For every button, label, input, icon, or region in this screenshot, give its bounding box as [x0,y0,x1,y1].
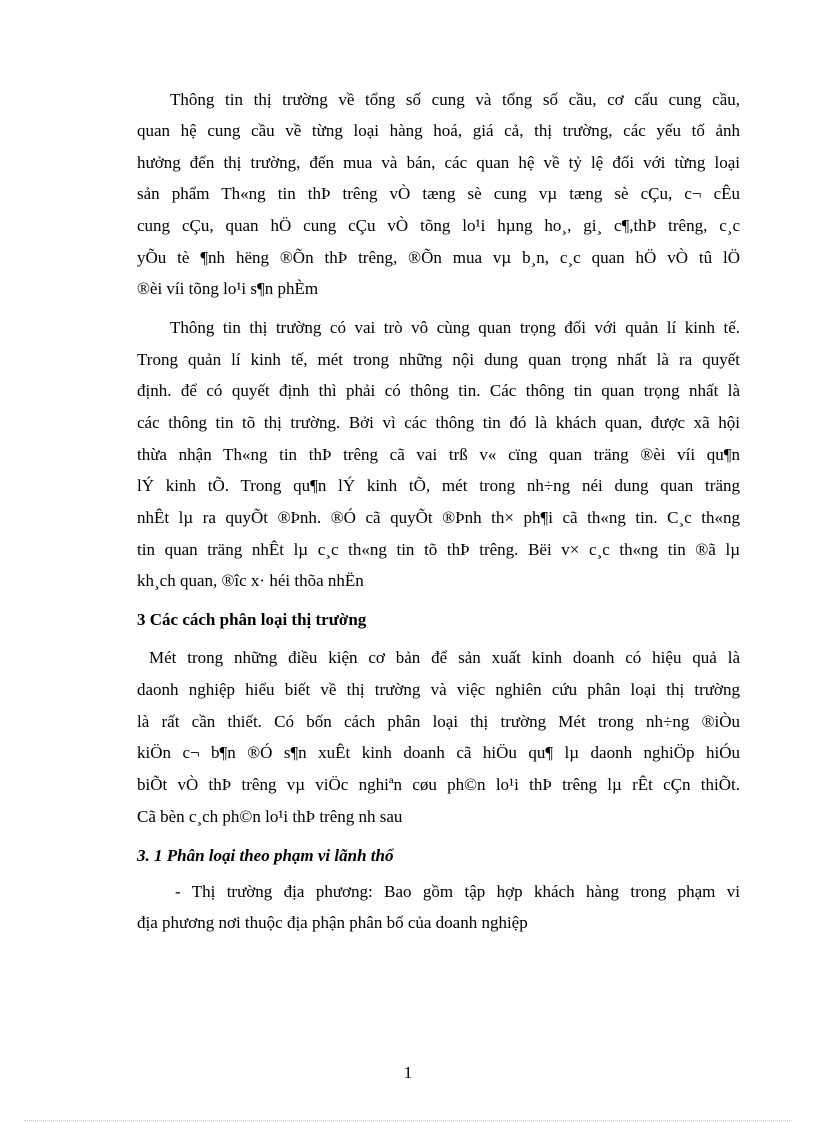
page-footer-divider [24,1120,792,1121]
paragraph-line: sản phẩm Th«ng tin thÞ trêng vÒ tæng sè cung vµ tæng sè cÇu, c¬ cÊu [137,184,740,203]
paragraph-line: Thông tin thị trường có vai trò vô cùng quan trọng đối với quản lí kinh tế. [170,318,740,337]
paragraph-line: Trong quản lí kinh tế, mét trong những nội dung quan trọng nhất là ra quyết [137,350,740,369]
paragraph-line: cung cÇu, quan hÖ cung cÇu vÒ tõng lo¹i hµng ho¸, gi¸ c¶,thÞ trêng, c¸c [137,216,740,235]
paragraph-line: biÕt vÒ thÞ trêng vµ viÖc nghiªn cøu ph©n lo¹i thÞ trêng lµ rÊt cÇn thiÕt. [137,775,740,794]
paragraph-line: địa phương nơi thuộc địa phận phân bố của doanh nghiệp [137,913,528,932]
paragraph-line: ®èi víi tõng lo¹i s¶n phÈm [137,279,319,298]
paragraph-line: các thông tin tõ thị trường. Bởi vì các thông tin đó là khách quan, được xã hội [137,413,740,432]
subsection-heading: 3. 1 Phân loại theo phạm vi lãnh thổ [137,846,394,865]
paragraph-line: định. để có quyết định thì phải có thông tin. Các thông tin quan trọng nhất là [137,381,740,400]
paragraph-line: hưởng đến thị trường, đến mua và bán, các quan hệ về tỷ lệ đối với từng loại [137,153,740,172]
paragraph-line: là rất cần thiết. Có bốn cách phân loại thị trường Mét trong nh÷ng ®iÒu [137,712,740,731]
paragraph-line: kh¸ch quan, ®îc x· héi thõa nhËn [137,571,364,590]
paragraph-line: nhÊt lµ ra quyÕt ®Þnh. ®Ó cã quyÕt ®Þnh th× ph¶i cã th«ng tin. C¸c th«ng [137,508,740,527]
paragraph-line: quan hệ cung cầu về từng loại hàng hoá, giá cả, thị trường, các yếu tố ảnh [137,121,740,140]
section-heading: 3 Các cách phân loại thị trường [137,610,367,629]
paragraph-line: kiÖn c¬ b¶n ®Ó s¶n xuÊt kinh doanh cã hiÖu qu¶ lµ daonh nghiÖp hiÓu [137,743,740,762]
paragraph-line: Mét trong những điều kiện cơ bản để sản xuất kinh doanh có hiệu quả là [149,648,740,667]
paragraph-line: thừa nhận Th«ng tin thÞ trêng cã vai trß v« cïng quan träng ®èi víi qu¶n [137,445,740,464]
page-number: 1 [403,1063,413,1082]
paragraph-line: daonh nghiệp hiểu biết về thị trường và việc nghiên cứu phân loại thị trường [137,680,740,699]
paragraph-line: tin quan träng nhÊt lµ c¸c th«ng tin tõ thÞ trêng. Bëi v× c¸c th«ng tin ®ã lµ [137,540,740,559]
paragraph-line: yÕu tè ¶nh hëng ®Õn thÞ trêng, ®Õn mua vµ b¸n, c¸c quan hÖ vÒ tû lÖ [137,248,740,267]
paragraph-line: Thông tin thị trường về tổng số cung và tổng số cầu, cơ cấu cung cầu, [170,90,740,109]
paragraph-line: - Thị trường địa phương: Bao gồm tập hợp khách hàng trong phạm vi [175,882,740,901]
paragraph-line: lÝ kinh tÕ. Trong qu¶n lÝ kinh tÕ, mét trong nh÷ng néi dung quan träng [137,476,740,495]
paragraph-line: Cã bèn c¸ch ph©n lo¹i thÞ trêng nh sau [137,807,403,826]
